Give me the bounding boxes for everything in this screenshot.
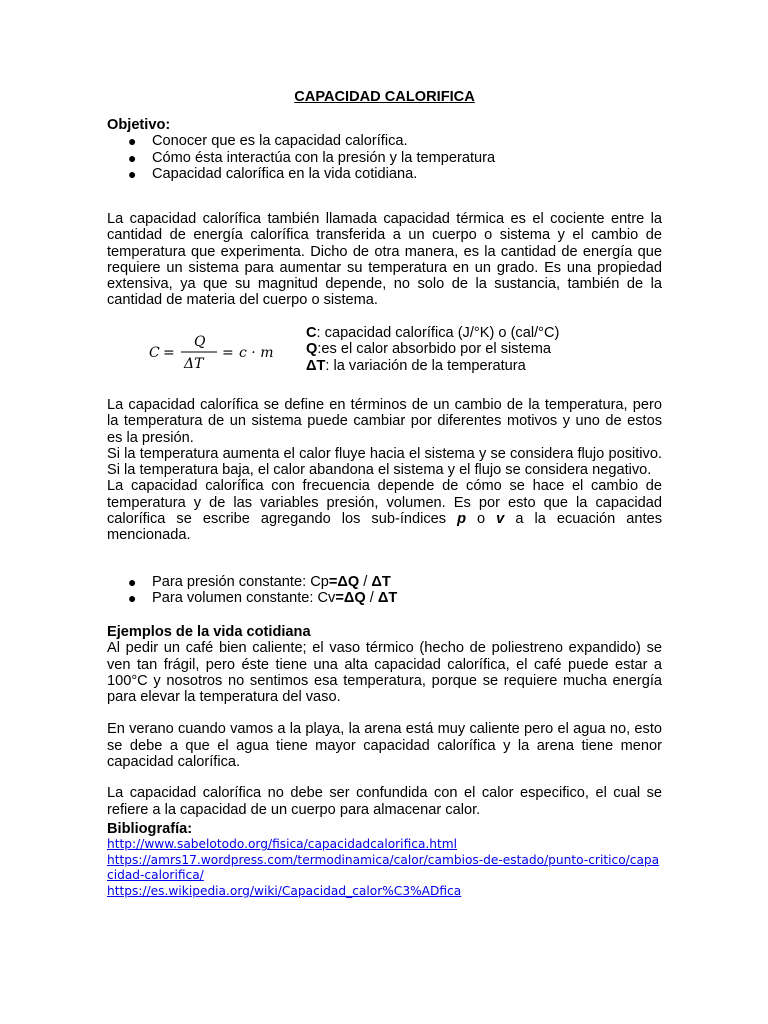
bullet-icon: ● bbox=[128, 149, 137, 166]
objetivo-list bbox=[107, 133, 662, 182]
bibliografia-link-wordpress[interactable]: https://amrs17.wordpress.com/termodinamica/calor/cambios-de-estado/punto-critico/capacidad-calorifica/ bbox=[107, 852, 660, 883]
paragraph-flow: Si la temperatura aumenta el calor fluye hacia el sistema y se considera flujo positivo. Si la temperatura baja, el calor abandona el sistema y el flujo se considera negativo. bbox=[107, 445, 662, 479]
bibliografia-link-wikipedia[interactable]: https://es.wikipedia.org/wiki/Capacidad_calor%C3%ADfica bbox=[107, 883, 462, 898]
bullet-icon: ● bbox=[128, 590, 137, 607]
formula-denominator: ΔT bbox=[184, 356, 204, 372]
example-playa: En verano cuando vamos a la playa, la arena está muy caliente pero el agua no, esto se debe a que el agua tiene mayor capacidad calorífica y la arena tiene menor capacidad calorífica. bbox=[107, 721, 662, 771]
constants-list bbox=[107, 574, 662, 607]
list-item: ● Cómo ésta interactúa con la presión y la temperatura bbox=[128, 149, 496, 166]
formula-legend bbox=[306, 325, 666, 374]
bullet-icon: ● bbox=[128, 165, 137, 182]
list-item: ● Capacidad calorífica en la vida cotidiana. bbox=[128, 165, 418, 182]
paragraph-subindices: La capacidad calorífica con frecuencia depende de cómo se hace el cambio de temperatura y de las variables presión, volumen. Es por esto que la capacidad calorífica se escribe agregando los sub-índices p o v a la ecuación antes mencionada. bbox=[107, 478, 662, 544]
list-item: ● Conocer que es la capacidad calorífica. bbox=[128, 133, 408, 150]
intro-paragraph: La capacidad calorífica también llamada capacidad térmica es el cociente entre la cantidad de energía calorífica transferida a un cuerpo o sistema y el cambio de temperatura que experimenta. Dicho de otra manera, es la cantidad de energía que requiere un sistema para aumentar su temperatura en un grado. Es una propiedad extensiva, ya que su magnitud depende, no solo de la sustancia, también de la cantidad de materia del cuerpo o sistema. bbox=[107, 211, 662, 309]
formula-rhs: c · m bbox=[239, 345, 274, 361]
bibliografia-section bbox=[107, 821, 662, 899]
formula-eq2: = bbox=[222, 345, 234, 361]
definition-section bbox=[107, 397, 662, 544]
heat-capacity-formula bbox=[147, 333, 297, 373]
list-item: ● Para volumen constante: Cv=ΔQ / ΔT bbox=[128, 590, 398, 607]
legend-item-delta-t: ΔT: la variación de la temperatura bbox=[306, 357, 526, 374]
formula-lhs: C bbox=[149, 345, 160, 361]
formula-graphic bbox=[147, 333, 297, 373]
legend-item-q: Q:es el calor absorbido por el sistema bbox=[306, 341, 551, 358]
example-calor-especifico: La capacidad calorífica no debe ser confundida con el calor especifico, el cual se refiere a la capacidad de un cuerpo para almacenar calor. bbox=[107, 785, 662, 818]
examples-heading: Ejemplos de la vida cotidiana bbox=[107, 624, 311, 640]
objetivo-section bbox=[107, 117, 662, 182]
examples-section bbox=[107, 624, 662, 818]
objetivo-heading: Objetivo: bbox=[107, 117, 171, 133]
bullet-icon: ● bbox=[128, 133, 137, 150]
document-title: CAPACIDAD CALORIFICA bbox=[294, 89, 475, 105]
paragraph-pressure: La capacidad calorífica se define en términos de un cambio de la temperatura, pero la temperatura de un sistema puede cambiar por diferentes motivos y uno de estos es la presión. bbox=[107, 397, 662, 446]
bibliografia-heading: Bibliografía: bbox=[107, 821, 193, 837]
bibliografia-link-sabelotodo[interactable]: http://www.sabelotodo.org/fisica/capacidadcalorifica.html bbox=[107, 837, 458, 852]
list-item: ● Para presión constante: Cp=ΔQ / ΔT bbox=[128, 574, 391, 590]
example-cafe: Al pedir un café bien caliente; el vaso térmico (hecho de poliestreno expandido) se ven tan frágil, pero éste tiene una alta capacidad calorífica, el café puede estar a 100°C y nosotros no sentimos esa temperatura, porque se requiere mucha energía para elevar la temperatura del vaso. bbox=[107, 640, 662, 706]
bullet-icon: ● bbox=[128, 574, 137, 590]
legend-item-c: C: capacidad calorífica (J/°K) o (cal/°C) bbox=[306, 325, 560, 341]
formula-numerator: Q bbox=[194, 334, 206, 350]
formula-eq1: = bbox=[163, 345, 175, 361]
